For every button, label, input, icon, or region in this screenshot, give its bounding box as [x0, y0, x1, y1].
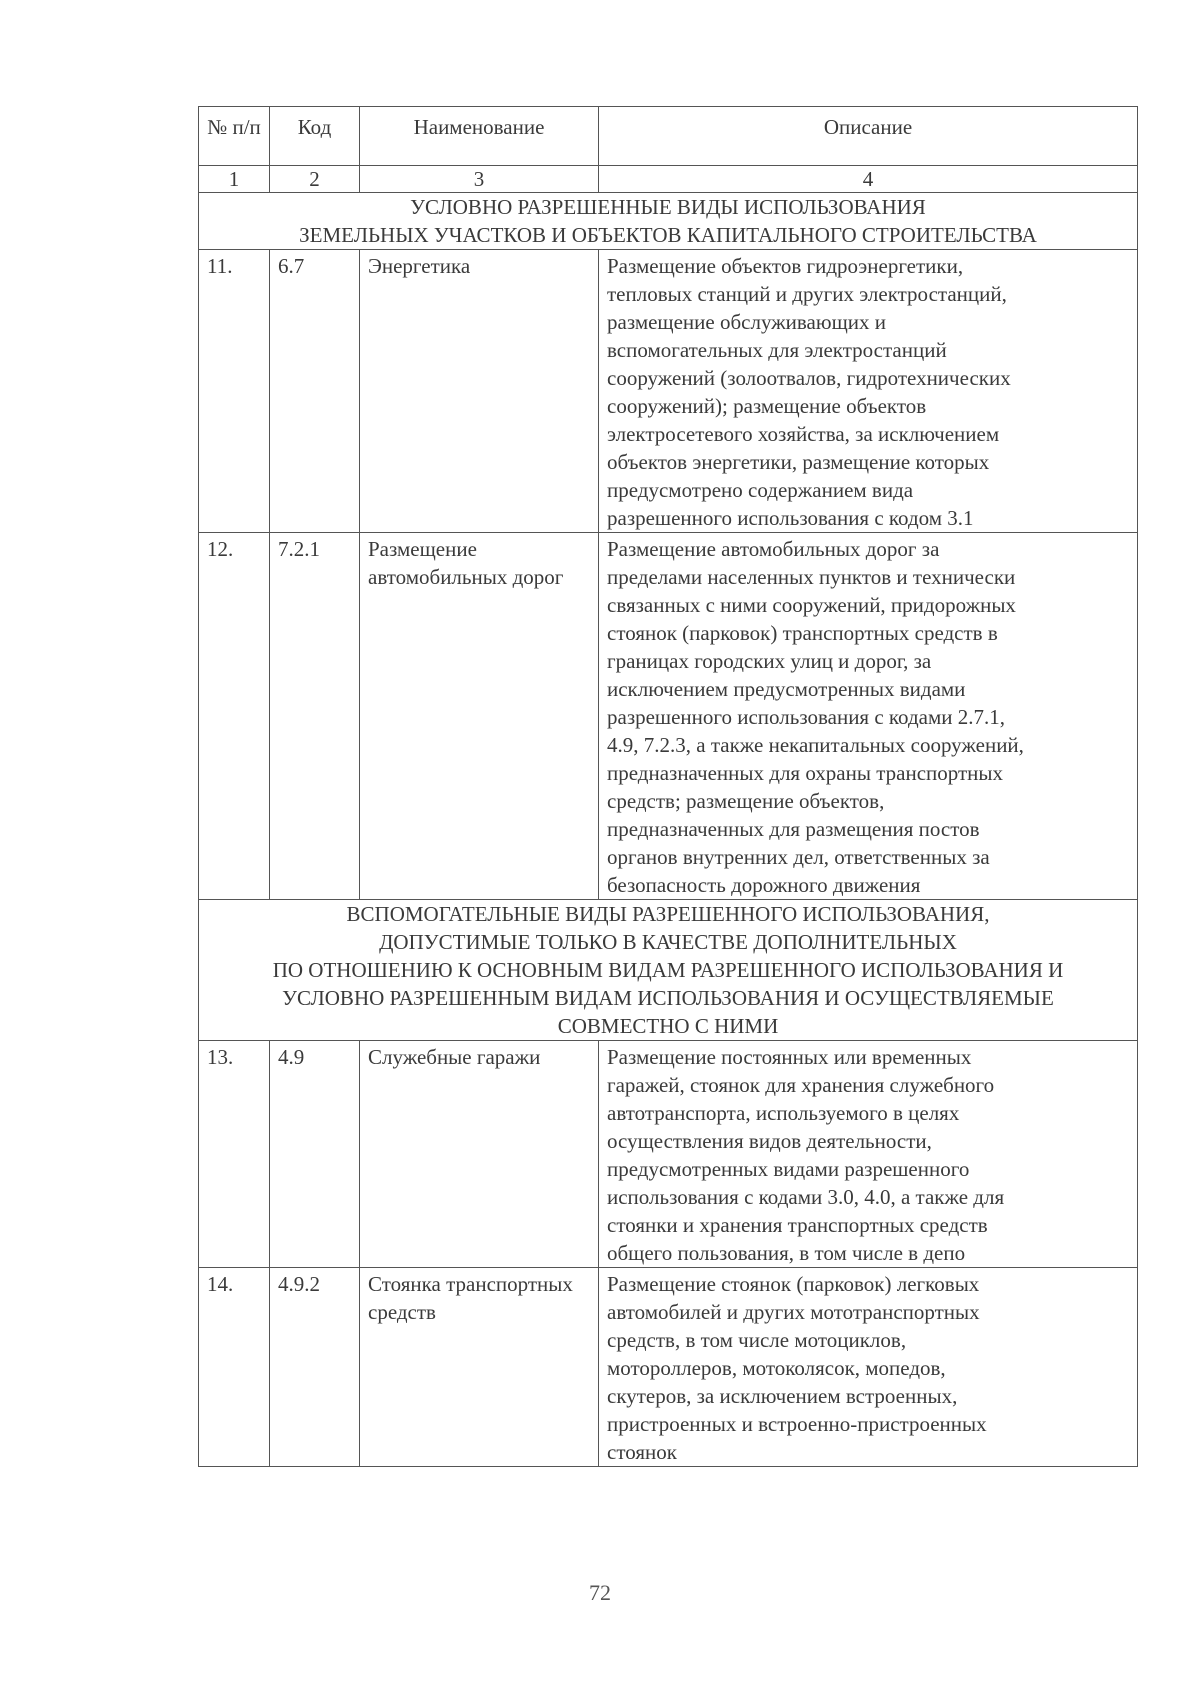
row-name: Стоянка транспортных средств — [360, 1268, 599, 1467]
description-line: предусмотренных видами разрешенного — [607, 1157, 970, 1181]
section-heading-line: СОВМЕСТНО С НИМИ — [557, 1014, 779, 1038]
section-heading-line: ЗЕМЕЛЬНЫХ УЧАСТКОВ И ОБЪЕКТОВ КАПИТАЛЬНОГО СТРОИТЕЛЬСТВА — [299, 223, 1037, 247]
column-number: 4 — [599, 166, 1138, 193]
description-line: связанных с ними сооружений, придорожных — [607, 593, 1016, 617]
column-number: 1 — [199, 166, 270, 193]
description-line: 4.9, 7.2.3, а также некапитальных сооружений, — [607, 733, 1024, 757]
section-heading-line: УСЛОВНО РАЗРЕШЕННЫМ ВИДАМ ИСПОЛЬЗОВАНИЯ И ОСУЩЕСТВЛЯЕМЫЕ — [282, 986, 1054, 1010]
description-line: Размещение автомобильных дорог за — [607, 537, 940, 561]
description-line: мотороллеров, мотоколясок, мопедов, — [607, 1356, 946, 1380]
description-line: стоянок — [607, 1440, 677, 1464]
table-header-row — [199, 107, 1138, 166]
row-number: 13. — [199, 1041, 270, 1268]
header-code: Код — [270, 107, 360, 166]
row-name: Служебные гаражи — [360, 1041, 599, 1268]
description-line: сооружений (золоотвалов, гидротехнических — [607, 366, 1011, 390]
section-auxiliary-heading — [199, 900, 1138, 1041]
table-row — [199, 250, 1138, 533]
row-code: 4.9 — [270, 1041, 360, 1268]
section-heading-line: УСЛОВНО РАЗРЕШЕННЫЕ ВИДЫ ИСПОЛЬЗОВАНИЯ — [410, 195, 926, 219]
header-number: № п/п — [199, 107, 270, 166]
row-name: Размещение автомобильных дорог — [360, 533, 599, 900]
description-line: автомобилей и других мототранспортных — [607, 1300, 980, 1324]
description-line: осуществления видов деятельности, — [607, 1129, 932, 1153]
table-row — [199, 1268, 1138, 1467]
description-line: автотранспорта, используемого в целях — [607, 1101, 960, 1125]
description-line: пределами населенных пунктов и технически — [607, 565, 1016, 589]
section-heading-line: ДОПУСТИМЫЕ ТОЛЬКО В КАЧЕСТВЕ ДОПОЛНИТЕЛЬНЫХ — [379, 930, 957, 954]
description-line: стоянки и хранения транспортных средств — [607, 1213, 988, 1237]
row-name: Энергетика — [360, 250, 599, 533]
description-line: средств, в том числе мотоциклов, — [607, 1328, 907, 1352]
description-line: разрешенного использования с кодами 2.7.1, — [607, 705, 1005, 729]
column-number-row — [199, 166, 1138, 193]
description-line: использования с кодами 3.0, 4.0, а также для — [607, 1185, 1005, 1209]
description-line: объектов энергетики, размещение которых — [607, 450, 990, 474]
section-heading-row — [199, 900, 1138, 1041]
column-number: 2 — [270, 166, 360, 193]
description-line: сооружений); размещение объектов — [607, 394, 927, 418]
description-line: общего пользования, в том числе в депо — [607, 1241, 966, 1265]
description-line: Размещение постоянных или временных — [607, 1045, 972, 1069]
row-code: 4.9.2 — [270, 1268, 360, 1467]
description-line: тепловых станций и других электростанций, — [607, 282, 1007, 306]
description-line: электросетевого хозяйства, за исключением — [607, 422, 1000, 446]
description-line: границах городских улиц и дорог, за — [607, 649, 932, 673]
description-line: органов внутренних дел, ответственных за — [607, 845, 990, 869]
column-number: 3 — [360, 166, 599, 193]
description-line: предусмотрено содержанием вида — [607, 478, 914, 502]
section-heading-line: ПО ОТНОШЕНИЮ К ОСНОВНЫМ ВИДАМ РАЗРЕШЕННОГО ИСПОЛЬЗОВАНИЯ И — [272, 958, 1064, 982]
row-description — [599, 533, 1138, 900]
section-heading-row — [199, 193, 1138, 250]
description-line: предназначенных для размещения постов — [607, 817, 980, 841]
section-conditional-heading — [199, 193, 1138, 250]
description-line: средств; размещение объектов, — [607, 789, 885, 813]
description-line: предназначенных для охраны транспортных — [607, 761, 1004, 785]
table-row — [199, 533, 1138, 900]
table-row — [199, 1041, 1138, 1268]
row-description — [599, 1268, 1138, 1467]
description-line: Размещение стоянок (парковок) легковых — [607, 1272, 980, 1296]
row-description — [599, 250, 1138, 533]
description-line: вспомогательных для электростанций — [607, 338, 947, 362]
land-use-table — [198, 106, 1138, 1467]
row-number: 12. — [199, 533, 270, 900]
description-line: исключением предусмотренных видами — [607, 677, 966, 701]
description-line: скутеров, за исключением встроенных, — [607, 1384, 958, 1408]
description-line: гаражей, стоянок для хранения служебного — [607, 1073, 995, 1097]
row-number: 11. — [199, 250, 270, 533]
row-code: 7.2.1 — [270, 533, 360, 900]
description-line: размещение обслуживающих и — [607, 310, 886, 334]
header-name: Наименование — [360, 107, 599, 166]
description-line: безопасность дорожного движения — [607, 873, 921, 897]
section-heading-line: ВСПОМОГАТЕЛЬНЫЕ ВИДЫ РАЗРЕШЕННОГО ИСПОЛЬЗОВАНИЯ, — [346, 902, 990, 926]
row-number: 14. — [199, 1268, 270, 1467]
description-line: пристроенных и встроенно-пристроенных — [607, 1412, 987, 1436]
description-line: Размещение объектов гидроэнергетики, — [607, 254, 964, 278]
header-description: Описание — [599, 107, 1138, 166]
description-line: разрешенного использования с кодом 3.1 — [607, 506, 974, 530]
row-description — [599, 1041, 1138, 1268]
description-line: стоянок (парковок) транспортных средств в — [607, 621, 998, 645]
row-code: 6.7 — [270, 250, 360, 533]
page-number: 72 — [589, 1580, 611, 1605]
